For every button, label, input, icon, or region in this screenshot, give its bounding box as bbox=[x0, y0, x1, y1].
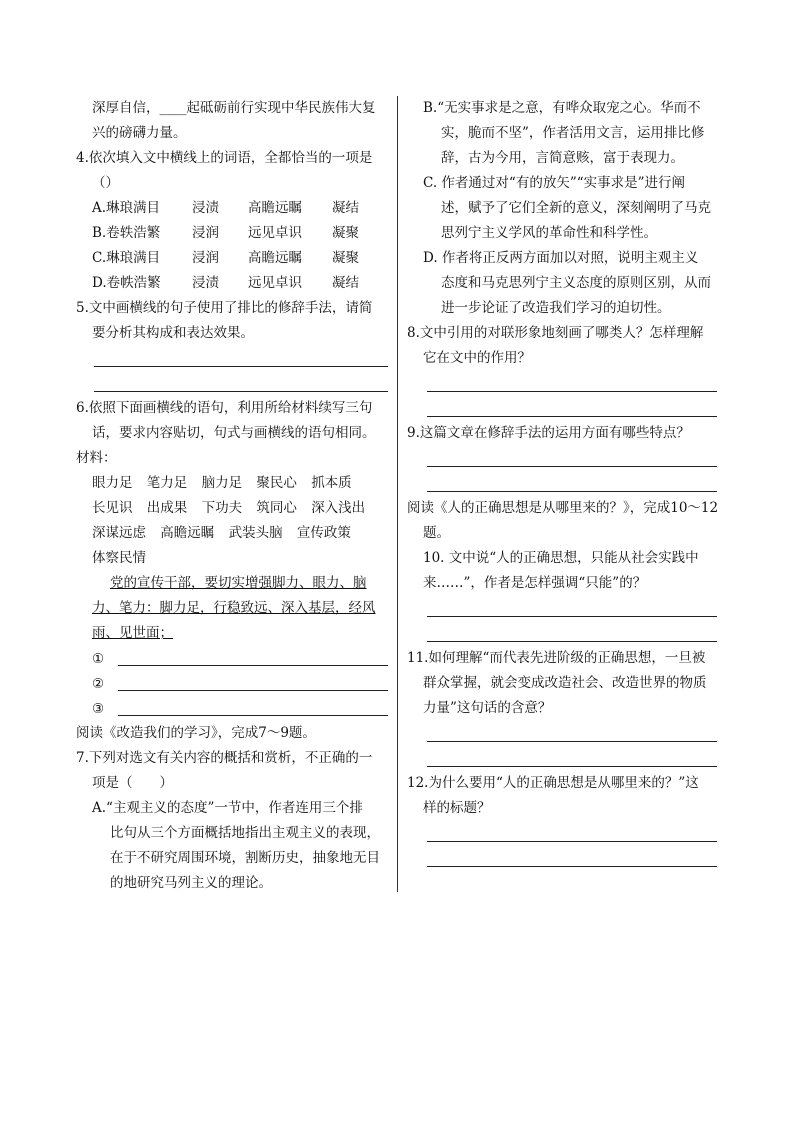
answer-line[interactable] bbox=[76, 346, 390, 371]
option-cell: D.卷帙浩繁 bbox=[92, 275, 161, 291]
material-row bbox=[76, 546, 390, 571]
answer-underline[interactable] bbox=[118, 651, 388, 666]
circled-number: ① bbox=[92, 650, 105, 667]
option-cell: C.琳琅满目 bbox=[92, 250, 161, 266]
reading-instruction: 阅读《人的正确思想是从哪里来的？》，完成10～12 bbox=[407, 500, 719, 516]
question-6-stem: 6.依照下面画横线的语句，利用所给材料续写三句 bbox=[76, 400, 373, 416]
answer-line[interactable] bbox=[407, 371, 719, 396]
answer-line[interactable] bbox=[76, 371, 390, 396]
material-word: 深谋远虑 bbox=[92, 525, 146, 541]
option-cell: 凝结 bbox=[332, 200, 359, 216]
question-5-stem: 5.文中画横线的句子使用了排比的修辞手法，请简 bbox=[76, 300, 373, 316]
answer-line[interactable] bbox=[407, 471, 719, 496]
underlined-text: 雨、见世面； bbox=[92, 625, 173, 641]
option-cell: 浸渍 bbox=[192, 200, 219, 216]
material-word: 出成果 bbox=[146, 500, 188, 516]
option-d-text: 进一步论证了改造我们学习的迫切性。 bbox=[441, 300, 671, 316]
question-12-stem: 12.为什么要用“人的正确思想是从哪里来的？”这 bbox=[407, 775, 699, 791]
material-word: 长见识 bbox=[92, 500, 133, 516]
option-cell: 远见卓识 bbox=[248, 225, 302, 241]
option-c-text: 述，赋予了它们全新的意义，深刻阐明了马克 bbox=[441, 200, 711, 216]
question-11-stem: 11.如何理解“而代表先进阶级的正确思想，一旦被 bbox=[407, 650, 706, 666]
reading-instruction-cont: 题。 bbox=[423, 525, 450, 541]
material-word: 筑同心 bbox=[256, 500, 297, 516]
question-10-stem-cont: 来……”，作者是怎样强调“只能”的？ bbox=[423, 575, 647, 591]
material-label: 材料： bbox=[76, 450, 117, 466]
example-sentence bbox=[76, 571, 390, 596]
answer-line[interactable] bbox=[407, 396, 719, 421]
option-cell: A.琳琅满目 bbox=[92, 200, 161, 216]
option-b-text: 实，脆而不坚”，作者活用文言，运用排比修 bbox=[441, 125, 705, 141]
option-cell: 凝结 bbox=[332, 275, 359, 291]
underlined-text: 党的宣传干部，要切实增强脚力、眼力、脑 bbox=[110, 575, 367, 591]
answer-line[interactable] bbox=[407, 821, 719, 846]
option-a-text: 比句从三个方面概括地指出主观主义的表现， bbox=[110, 825, 380, 841]
numbered-answer-line[interactable] bbox=[76, 671, 390, 696]
option-row-a bbox=[76, 196, 390, 221]
question-5-stem-cont: 要分析其构成和表达效果。 bbox=[92, 325, 254, 341]
left-column bbox=[76, 96, 390, 896]
answer-line[interactable] bbox=[407, 621, 719, 646]
option-a-text: A.“主观主义的态度”一节中，作者连用三个排 bbox=[92, 800, 363, 816]
material-word: 脑力足 bbox=[201, 475, 243, 491]
question-7-stem: 7.下列对选文有关内容的概括和赏析，不正确的一 bbox=[76, 750, 373, 766]
option-row-c bbox=[76, 246, 390, 271]
question-11-stem-cont: 群众掌握，就会变成改造社会、改造世界的物质 bbox=[423, 675, 707, 691]
answer-line[interactable] bbox=[407, 746, 719, 771]
passage-line: 兴的磅礴力量。 bbox=[92, 125, 187, 141]
question-7-stem-cont: 项是（ ） bbox=[92, 775, 173, 791]
option-a-text: 在于不研究周围环境，割断历史，抽象地无目 bbox=[110, 850, 380, 866]
option-row-b bbox=[76, 221, 390, 246]
material-word: 体察民情 bbox=[92, 550, 146, 566]
question-6-stem-cont: 话，要求内容贴切，句式与画横线的语句相同。 bbox=[92, 425, 376, 441]
option-b-text: 辞，古为今用，言简意赅，富于表现力。 bbox=[441, 150, 684, 166]
option-cell: 高瞻远瞩 bbox=[248, 250, 302, 266]
answer-underline[interactable] bbox=[118, 701, 388, 716]
option-a-text: 的地研究马列主义的理论。 bbox=[110, 875, 272, 891]
material-word: 武装头脑 bbox=[228, 525, 283, 541]
material-word: 下功夫 bbox=[201, 500, 243, 516]
answer-parentheses: （） bbox=[92, 175, 119, 191]
example-sentence bbox=[76, 621, 390, 646]
reading-instruction: 阅读《改造我们的学习》，完成7～9题。 bbox=[76, 725, 316, 741]
option-cell: 凝聚 bbox=[332, 225, 359, 241]
material-row bbox=[76, 496, 390, 521]
option-d-text: 态度和马克思列宁主义态度的原则区别，从而 bbox=[441, 275, 711, 291]
material-word: 聚民心 bbox=[256, 475, 297, 491]
option-cell: B.卷轶浩繁 bbox=[92, 225, 161, 241]
question-4-stem: 4.依次填入文中横线上的词语，全都恰当的一项是 bbox=[76, 150, 373, 166]
question-10-stem: 10. 文中说“人的正确思想，只能从社会实践中 bbox=[423, 550, 699, 566]
answer-underline[interactable] bbox=[118, 676, 388, 691]
material-word: 抓本质 bbox=[311, 475, 352, 491]
material-row bbox=[76, 471, 390, 496]
question-8-stem: 8.文中引用的对联形象地刻画了哪类人？怎样理解 bbox=[407, 325, 704, 341]
option-cell: 浸渍 bbox=[192, 275, 219, 291]
material-word: 笔力足 bbox=[146, 475, 188, 491]
answer-line[interactable] bbox=[407, 721, 719, 746]
material-word: 眼力足 bbox=[92, 475, 133, 491]
numbered-answer-line[interactable] bbox=[76, 696, 390, 721]
option-cell: 浸润 bbox=[192, 225, 219, 241]
material-row bbox=[76, 521, 390, 546]
option-row-d bbox=[76, 271, 390, 296]
option-cell: 高瞻远瞩 bbox=[248, 200, 302, 216]
numbered-answer-line[interactable] bbox=[76, 646, 390, 671]
option-b-text: B.“无实事求是之意，有哗众取宠之心。华而不 bbox=[423, 100, 701, 116]
option-d-text: D. 作者将正反两方面加以对照，说明主观主义 bbox=[423, 250, 699, 266]
example-sentence bbox=[76, 596, 390, 621]
material-word: 深入浅出 bbox=[311, 500, 366, 516]
answer-line[interactable] bbox=[407, 846, 719, 871]
option-c-text: C. 作者通过对“有的放矢”“实事求是”进行阐 bbox=[423, 175, 686, 191]
option-cell: 浸润 bbox=[192, 250, 219, 266]
underlined-text: 力、笔力：脚力足，行稳致远、深入基层，经风 bbox=[92, 600, 376, 616]
answer-line[interactable] bbox=[407, 446, 719, 471]
right-column bbox=[407, 96, 719, 871]
option-c-text: 思列宁主义学风的革命性和科学性。 bbox=[441, 225, 657, 241]
question-12-stem-cont: 样的标题？ bbox=[423, 800, 491, 816]
passage-line: 深厚自信，____起砥砺前行实现中华民族伟大复 bbox=[92, 100, 376, 116]
column-divider bbox=[397, 96, 398, 892]
option-cell: 远见卓识 bbox=[248, 275, 302, 291]
circled-number: ② bbox=[92, 675, 105, 692]
circled-number: ③ bbox=[92, 700, 105, 717]
material-word: 宣传政策 bbox=[296, 525, 351, 541]
material-word: 高瞻远瞩 bbox=[160, 525, 215, 541]
answer-line[interactable] bbox=[407, 596, 719, 621]
question-8-stem-cont: 它在文中的作用？ bbox=[423, 350, 531, 366]
question-9-stem: 9.这篇文章在修辞手法的运用方面有哪些特点？ bbox=[407, 425, 690, 441]
question-11-stem-cont: 力量”这句话的含意？ bbox=[423, 700, 552, 716]
option-cell: 凝聚 bbox=[332, 250, 359, 266]
